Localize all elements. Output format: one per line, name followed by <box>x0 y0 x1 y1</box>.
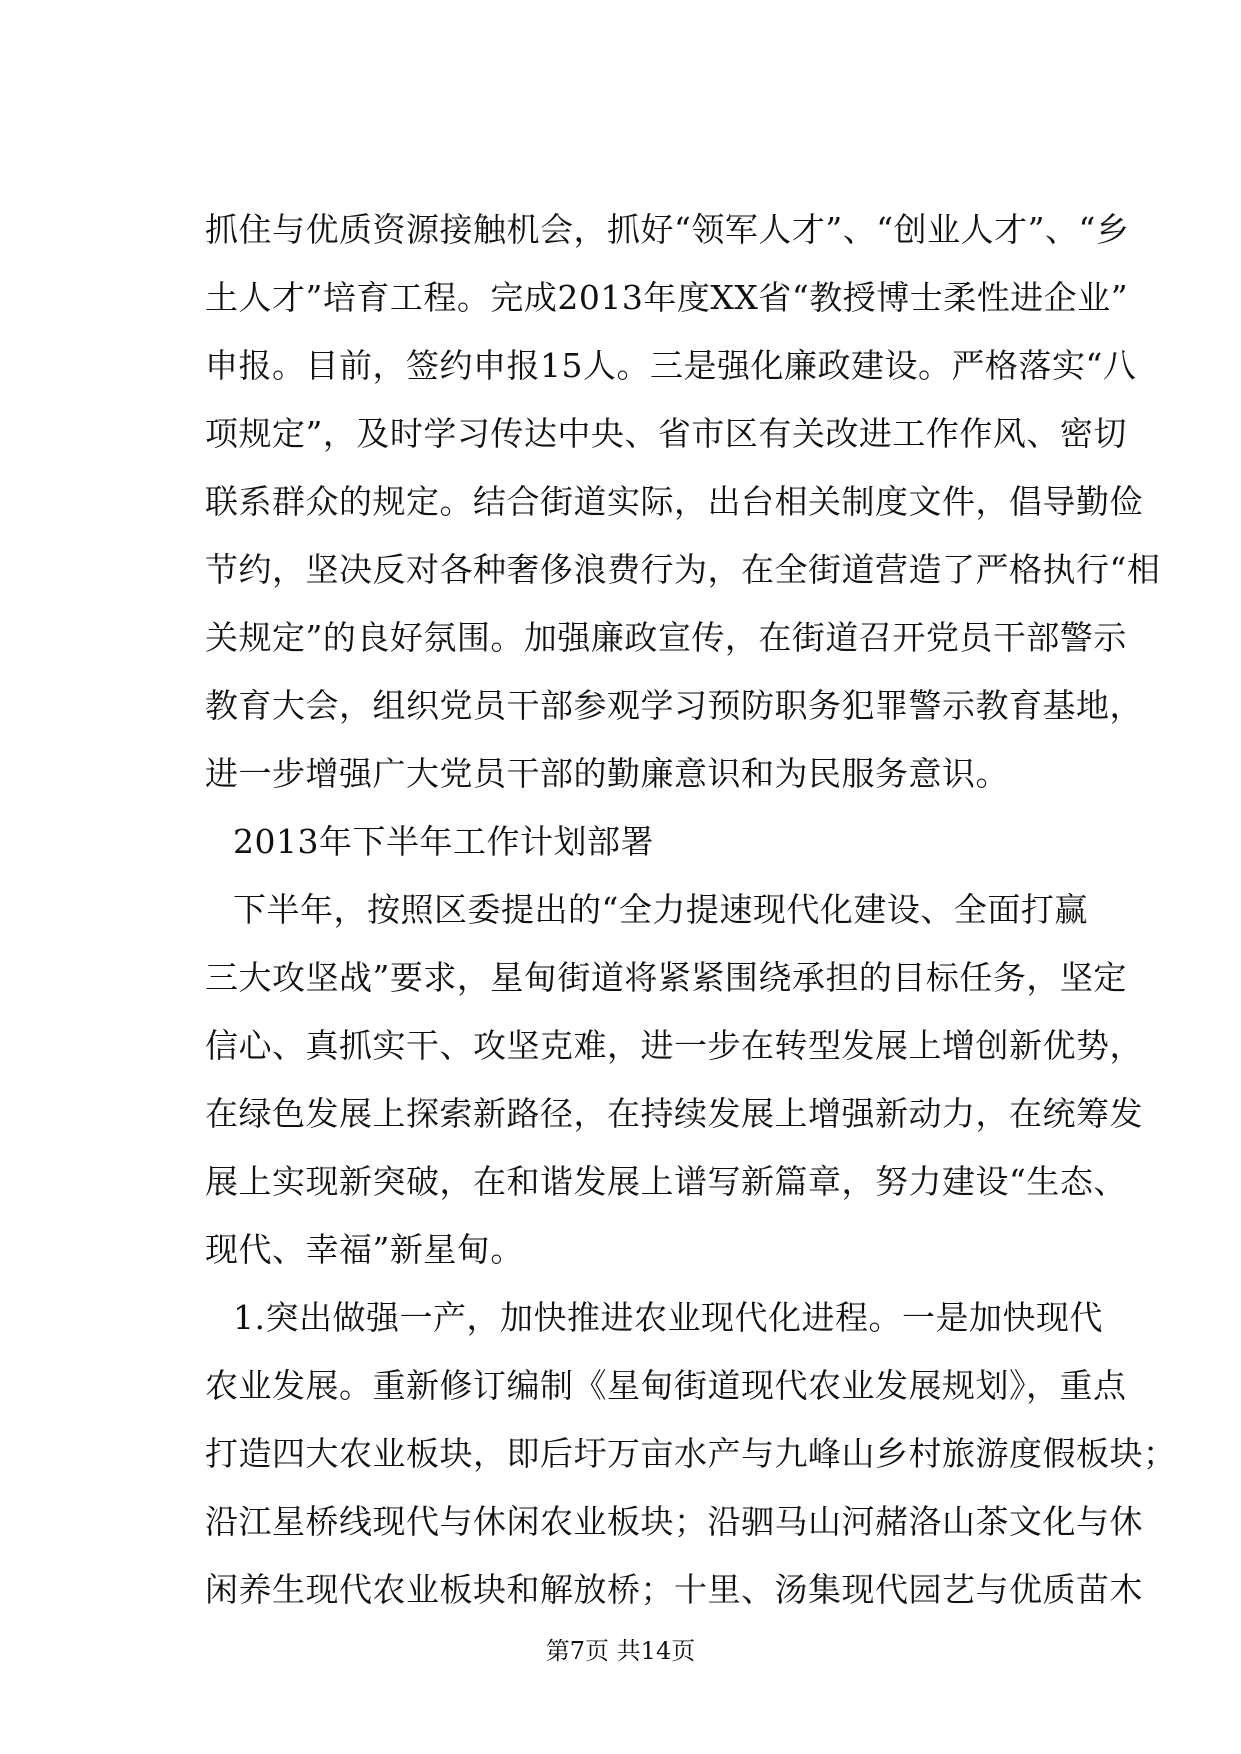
body-text-line: 项规定”，及时学习传达中央、省市区有关改进工作作风、密切 <box>205 414 1127 453</box>
body-text-line: 关规定”的良好氛围。加强廉政宣传，在街道召开党员干部警示 <box>205 618 1127 657</box>
body-text-line: 现代、幸福”新星甸。 <box>205 1230 524 1269</box>
page-footer: 第7页 共14页 <box>545 1637 696 1665</box>
body-text-line: 农业发展。重新修订编制《星甸街道现代农业发展规划》，重点 <box>205 1366 1127 1405</box>
body-text-line: 打造四大农业板块，即后圩万亩水产与九峰山乡村旅游度假板块； <box>205 1434 1177 1473</box>
section-heading: 2013年下半年工作计划部署 <box>233 822 654 861</box>
body-text-line: 三大攻坚战”要求，星甸街道将紧紧围绕承担的目标任务，坚定 <box>205 958 1127 997</box>
body-text-line: 沿江星桥线现代与休闲农业板块；沿驷马山河赭洛山茶文化与休 <box>205 1502 1143 1541</box>
body-text-line: 信心、真抓实干、攻坚克难，进一步在转型发展上增创新优势， <box>205 1026 1143 1065</box>
body-text-line: 联系群众的规定。结合街道实际，出台相关制度文件，倡导勤俭 <box>205 482 1143 521</box>
body-text-line: 闲养生现代农业板块和解放桥；十里、汤集现代园艺与优质苗木 <box>205 1570 1143 1609</box>
body-text-line: 在绿色发展上探索新路径，在持续发展上增强新动力，在统筹发 <box>205 1094 1143 1133</box>
body-text-line: 下半年，按照区委提出的“全力提速现代化建设、全面打赢 <box>233 890 1088 929</box>
body-text-line: 申报。目前，签约申报15人。三是强化廉政建设。严格落实“八 <box>205 346 1137 385</box>
body-text-line: 教育大会，组织党员干部参观学习预防职务犯罪警示教育基地， <box>205 686 1143 725</box>
body-text-line: 抓住与优质资源接触机会，抓好“领军人才”、“创业人才”、“乡 <box>205 210 1130 249</box>
body-text-line: 1.突出做强一产，加快推进农业现代化进程。一是加快现代 <box>233 1298 1103 1337</box>
body-text-line: 节约，坚决反对各种奢侈浪费行为，在全街道营造了严格执行“相 <box>205 550 1161 589</box>
body-text-line: 展上实现新突破，在和谐发展上谱写新篇章，努力建设“生态、 <box>205 1162 1127 1201</box>
body-text-line: 进一步增强广大党员干部的勤廉意识和为民服务意识。 <box>205 754 1009 793</box>
body-text-line: 土人才”培育工程。完成2013年度XX省“教授博士柔性进企业” <box>205 278 1129 317</box>
